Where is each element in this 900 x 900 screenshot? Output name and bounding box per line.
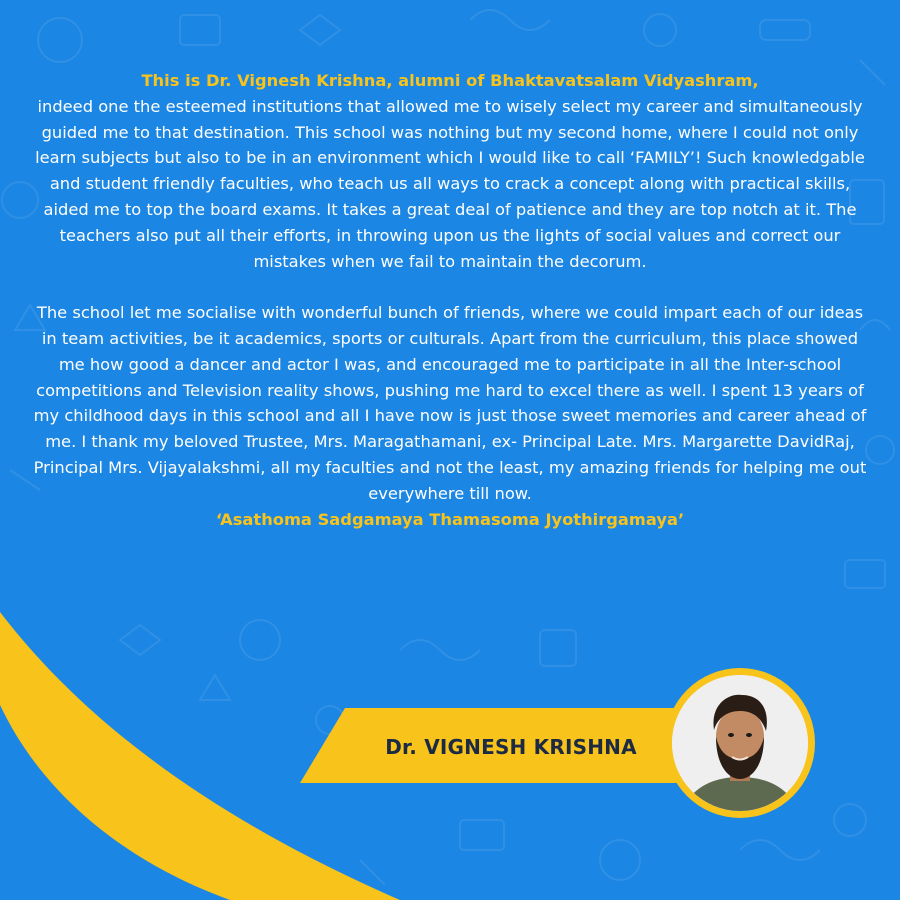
photo-frame — [665, 668, 815, 818]
paragraph-two: The school let me socialise with wonderful bunch of friends, where we could impart each of our ideas in team activities, be it academics, sports or culturals. Apart from the curriculum, this place showed me how good a dancer and actor I was, and encouraged me to participate in all the Inter-school competitions and Television reality shows, pushing me hard to excel there as well. I spent 13 years of my childhood days in this school and all I have now is just those sweet memories and career ahead of me. I thank my beloved Trustee, Mrs. Maragathamani, ex- Principal Late. Mrs. Margarette DavidRaj, Principal Mrs. Vijayalakshmi, all my faculties and not the least, my amazing friends for helping me out everywhere till now. — [33, 303, 867, 503]
person-name: Dr. VIGNESH KRISHNA — [385, 735, 637, 759]
testimonial-text — [28, 68, 872, 532]
intro-line: This is Dr. Vignesh Krishna, alumni of Bhaktavatsalam Vidyashram, — [141, 71, 759, 90]
motto-line: ‘Asathoma Sadgamaya Thamasoma Jyothirgamaya’ — [215, 509, 685, 529]
portrait-illustration — [672, 675, 808, 811]
paragraph-one: indeed one the esteemed institutions that allowed me to wisely select my career and simultaneously guided me to that destination. This school was nothing but my second home, where I could not only learn subjects but also to be in an environment which I would like to call ‘FAMILY’! Such knowledgable and student friendly faculties, who teach us all ways to crack a concept along with practical skills, aided me to top the board exams. It takes a great deal of patience and they are top notch at it. The teachers also put all their efforts, in throwing upon us the lights of social values and correct our mistakes when we fail to maintain the decorum. — [35, 96, 865, 271]
portrait-photo — [672, 675, 808, 811]
